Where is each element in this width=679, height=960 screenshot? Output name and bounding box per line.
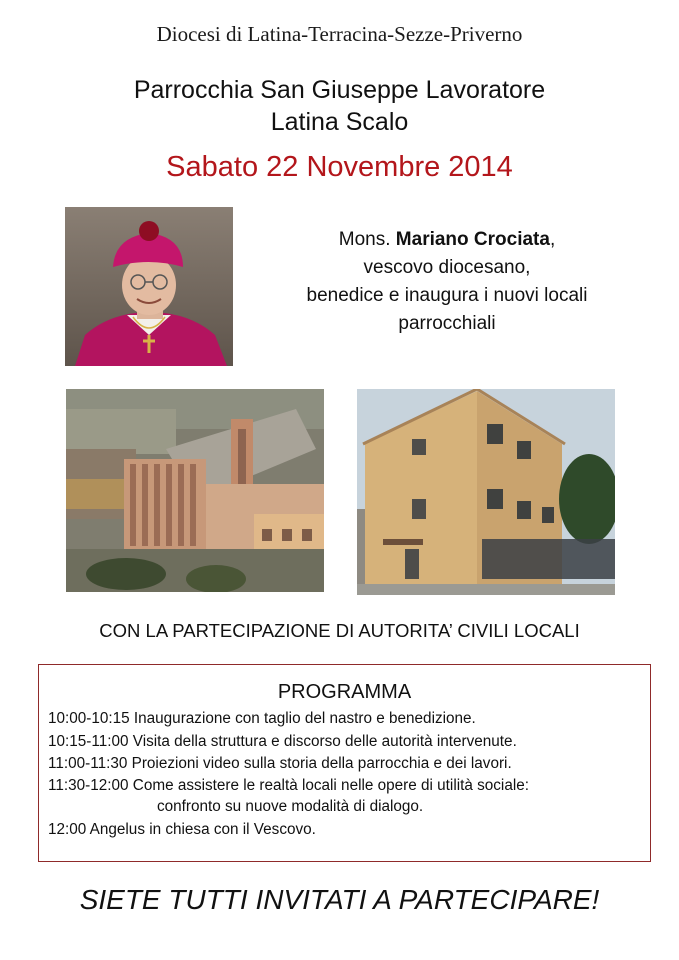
bishop-name: Mariano Crociata [395,229,550,250]
program-box [38,664,651,862]
parish-name: Parrocchia San Giuseppe Lavoratore [133,76,546,104]
parish-location: Latina Scalo [270,108,409,136]
diocese-title: Diocesi di Latina-Terracina-Sezze-Priverno [156,22,523,46]
church-aerial-photo [66,389,324,592]
invitation-closing: SIETE TUTTI INVITATI A PARTECIPARE! [79,884,600,915]
bishop-name-comma: , [549,229,556,250]
program-item-5: 12:00 Angelus in chiesa con il Vescovo. [48,821,316,838]
program-item-3: 11:00-11:30 Proiezioni video sulla storia della parrocchia e dei lavori. [48,755,512,772]
announcement-line-4: parrocchiali [398,313,496,334]
parish-heading [0,74,679,138]
program-item-4: 11:30-12:00 Come assistere le realtà locali nelle opere di utilità sociale: [48,777,529,794]
announcement-line-3: benedice e inaugura i nuovi locali [306,285,588,306]
bishop-portrait-photo [65,207,233,366]
event-date: Sabato 22 Novembre 2014 [166,151,513,183]
program-item-2: 10:15-11:00 Visita della struttura e discorso delle autorità intervenute. [48,733,517,750]
authorities-notice: CON LA PARTECIPAZIONE DI AUTORITA’ CIVILI LOCALI [99,620,580,641]
bishop-role: vescovo diocesano, [363,257,531,278]
program-item-4-continuation: confronto su nuove modalità di dialogo. [157,798,424,815]
bishop-announcement [262,226,632,338]
program-title: PROGRAMMA [277,681,412,703]
program-item-1: 10:00-10:15 Inaugurazione con taglio del nastro e benedizione. [48,710,476,727]
bishop-name-line [262,226,632,254]
bishop-title: Mons. [338,229,391,250]
new-parish-building-photo [357,389,615,595]
